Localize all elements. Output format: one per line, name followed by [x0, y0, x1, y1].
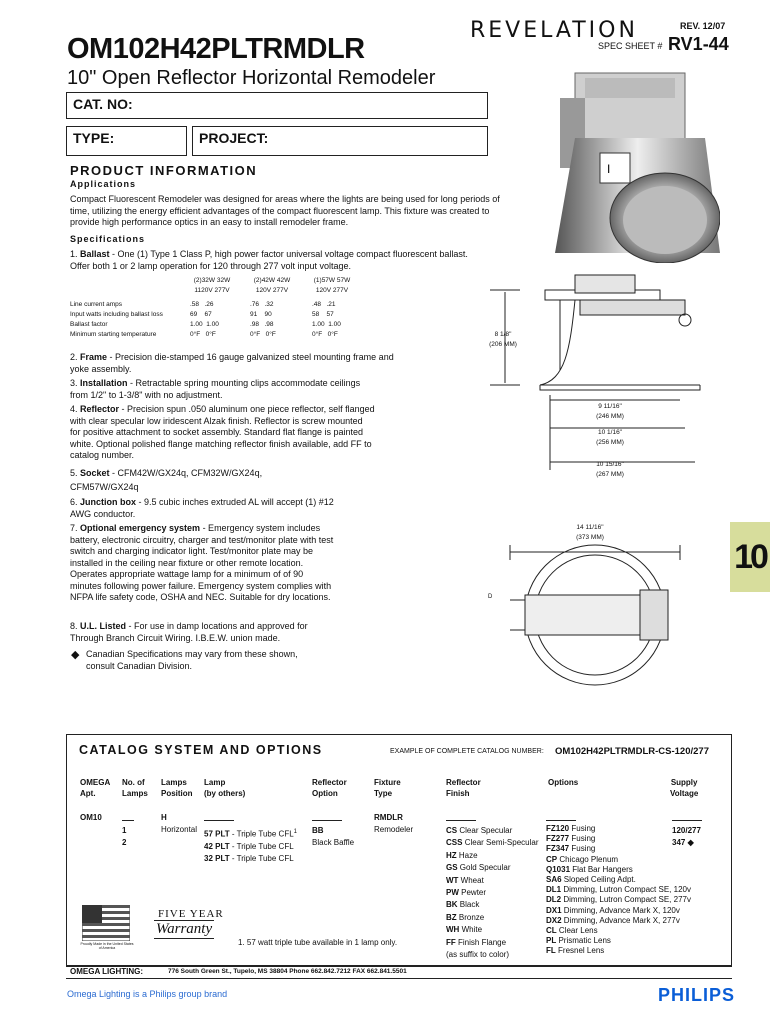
finish-item: HZ Haze [446, 850, 478, 860]
options-blank-line [546, 820, 576, 821]
example-label: EXAMPLE OF COMPLETE CATALOG NUMBER: [390, 748, 544, 755]
warranty-line1: FIVE YEAR [158, 908, 224, 920]
catalog-heading: CATALOG SYSTEM AND OPTIONS [79, 743, 323, 757]
ballast-table: (2)32W 32W 1120V 277V (2)42W 42W 120V 277V (1)57W 57W 120V 277V Line current amps .58 .26 .76 .32 .48 .21 Input watts including ballast loss 69 67 91 90 58 57 Ballast factor 1.00 1.00 .98 .98 1.00 1.00 Minimum starting temperature 0°F 0°F 0°F 0°F 0°F 0°F [70, 276, 360, 346]
option-item: CP Chicago Plenum [546, 854, 619, 864]
page-title: OM102H42PLTRMDLR [67, 33, 365, 65]
canadian-note: Canadian Specifications may vary from these shown, consult Canadian Division. [86, 649, 298, 671]
finish-item: CS Clear Specular [446, 826, 513, 835]
project-label: PROJECT: [199, 130, 269, 146]
spec-frame: 2. Frame - Precision die-stamped 16 gauge galvanized steel mounting frame and yoke assembly. [70, 352, 394, 374]
spec-sheet-label: SPEC SHEET # [598, 41, 663, 51]
warranty-line2: Warranty [156, 921, 213, 937]
footer-company: OMEGA LIGHTING: [70, 967, 144, 976]
option-item: CL Clear Lens [546, 926, 598, 936]
footer-rule-bottom [66, 978, 732, 979]
page-tab: 10 [730, 522, 770, 592]
type-label: TYPE: [73, 130, 115, 146]
brand-logo: REVELATION [470, 18, 638, 43]
option-item: FL Fresnel Lens [546, 946, 605, 956]
canadian-icon: ◆ [71, 649, 80, 661]
dim-d1: 9 11/16" (246 MM) [596, 403, 624, 420]
option-item: DL2 Dimming, Lutron Compact SE, 277v [546, 895, 691, 905]
option-item: DL1 Dimming, Lutron Compact SE, 120v [546, 885, 691, 895]
dim-height: 8 1/8" (206 MM) [489, 331, 517, 348]
catalog-footnote: 1. 57 watt triple tube available in 1 lamp only. [238, 938, 398, 947]
finish-blank-line [446, 820, 476, 821]
lamp-values: 57 PLT - Triple Tube CFL$^1$ 42 PLT - Triple Tube CFL 32 PLT - Triple Tube CFL [204, 829, 298, 864]
table-header-2: (2)42W 42W 120V 277V [253, 277, 291, 294]
spec-socket: 5. Socket - CFM42W/GX24q, CFM32W/GX24q, CFM57W/GX24q [70, 468, 263, 492]
applications-heading: Applications [70, 179, 137, 189]
flag-caption: Proudly Made in the United States of America [80, 942, 134, 950]
spec-ballast-text: - One (1) Type 1 Class P, high power factor universal voltage compact fluorescent ballast. Offer both 1 or 2 lamp operation for 120 through 277 volt input voltage. [70, 249, 468, 271]
fixture-values: RMDLR Remodeler [374, 813, 414, 835]
col-position: Lamps Position [161, 778, 193, 798]
usa-flag-icon [82, 905, 130, 941]
philips-note: Omega Lighting is a Philips group brand [67, 989, 228, 999]
option-item: FZ347 Fusing [546, 844, 596, 854]
col-lamp: Lamp (by others) [204, 778, 246, 798]
finish-item: (as suffix to color) [446, 950, 509, 960]
option-item: FZ120 Fusing [546, 824, 596, 833]
col-reflector-finish: Reflector Finish [446, 778, 481, 798]
type-field[interactable] [66, 126, 187, 156]
spec-ballast-label: Ballast [80, 249, 110, 259]
product-photo [555, 68, 720, 263]
spec-junction-box: 6. Junction box - 9.5 cubic inches extruded AL will accept (1) #12 AWG conductor. [70, 497, 334, 519]
cat-no-field[interactable] [66, 92, 488, 119]
option-item: DX1 Dimming, Advance Mark X, 120v [546, 905, 680, 915]
spec-installation: 3. Installation - Retractable spring mounting clips accommodate ceilings from 1/2" to 1-3/8" with no adjustment. [70, 378, 361, 400]
col-lamps: No. of Lamps [122, 778, 148, 798]
plan-view-drawing [500, 540, 690, 690]
finish-item: WT Wheat [446, 875, 484, 885]
finish-item: FF Finish Flange [446, 937, 507, 947]
spec-ul-listed: 8. U.L. Listed - For use in damp locations and approved for Through Branch Circuit Wiring. I.B.E.W. union made. [70, 621, 308, 643]
spec-reflector: 4. Reflector - Precision spun .050 aluminum one piece reflector, self flanged with clear specular low iridescent Alzak finish. Reflector is screw mounted for positive attachment to socket assembly. Standard flat flange is painted white. Optional polished flange matching reflector finish available, add FF to catalog number. [70, 404, 375, 460]
table-header-1: (2)32W 32W 1120V 277V [193, 277, 231, 294]
lamps-values: 1 2 [122, 826, 127, 848]
omega-value: OM10 [80, 813, 102, 822]
table-header-3: (1)57W 57W 120V 277V [313, 277, 351, 294]
lamp-blank-line [204, 820, 234, 821]
spec-sheet-number: RV1-44 [668, 34, 729, 54]
reflector-values: BB Black Baffle [312, 826, 355, 848]
plan-small-label: D [488, 594, 493, 600]
finish-item: BK Black [446, 900, 480, 910]
finish-item: GS Gold Specular [446, 863, 511, 873]
col-reflector-option: Reflector Option [312, 778, 347, 798]
col-omega: OMEGA Apt. [80, 778, 111, 798]
option-item: PL Prismatic Lens [546, 936, 611, 946]
supply-blank-line [672, 820, 702, 821]
footer-rule [66, 966, 732, 967]
col-supply: Supply Voltage [670, 778, 699, 798]
philips-logo: PHILIPS [658, 985, 736, 1005]
finish-item: WH White [446, 925, 483, 935]
col-options: Options [548, 778, 579, 787]
page-subtitle: 10" Open Reflector Horizontal Remodeler [67, 67, 436, 89]
svg-text:I: I [607, 162, 611, 176]
finish-item: PW Pewter [446, 888, 487, 898]
finish-values [446, 825, 539, 961]
lamps-blank-line [122, 820, 134, 821]
col-fixture-type: Fixture Type [374, 778, 401, 798]
refl-blank-line [312, 820, 342, 821]
dim-d4: 14 11/16" (373 MM) [576, 524, 604, 541]
footer-address: 776 South Green St., Tupelo, MS 38804 Phone 662.842.7212 FAX 662.841.5501 [168, 968, 407, 975]
option-item: SA6 Sloped Ceiling Adpt. [546, 875, 636, 885]
finish-item: CSS Clear Semi-Specular [446, 838, 539, 848]
product-info-heading: PRODUCT INFORMATION [70, 163, 258, 178]
side-elevation-drawing [480, 270, 710, 480]
option-values [546, 824, 691, 957]
project-field[interactable] [192, 126, 488, 156]
position-value: H Horizontal [161, 813, 198, 835]
option-item: Q1031 Flat Bar Hangers [546, 864, 633, 874]
spec-ballast: 1. Ballast - One (1) Type 1 Class P, high power factor universal voltage compact fluorescent ballast. Offer both 1 or 2 lamp operation for 120 through 277 volt input voltage. [70, 249, 468, 271]
spec-emergency: 7. Optional emergency system - Emergency system includes battery, electronic circuitry, charger and test/monitor plate with test switch and charging indicator light. Test/monitor plate may be installed in the ceiling near fixture or other remote location. Operates appropriate wattage lamp for a minimum of of 90 minutes following power failure. Emergency system complies with NFPA life safety code, OSHA and NEC. Suitable for dry locations. [70, 523, 334, 602]
specifications-heading: Specifications [70, 234, 146, 244]
dim-d2: 10 1/16" (256 MM) [596, 429, 624, 446]
revision-date: REV. 12/07 [680, 21, 726, 31]
supply-values: 120/277 347 ◆ [672, 826, 701, 848]
option-item: DX2 Dimming, Advance Mark X, 277v [546, 915, 680, 925]
finish-item: BZ Bronze [446, 912, 485, 922]
cat-no-label: CAT. NO: [73, 96, 133, 112]
applications-text: Compact Fluorescent Remodeler was designed for areas where the lights are being used for long periods of time, utilizing the energy efficient advantages of the compact fluorescent lamp. This fixture was created to provide high performance optics in an easy to install remodeler frame. [70, 194, 500, 227]
dim-d3: 10 15/16" (267 MM) [596, 461, 624, 478]
option-item: FZ277 Fusing [546, 834, 596, 844]
example-number: OM102H42PLTRMDLR-CS-120/277 [555, 746, 709, 757]
